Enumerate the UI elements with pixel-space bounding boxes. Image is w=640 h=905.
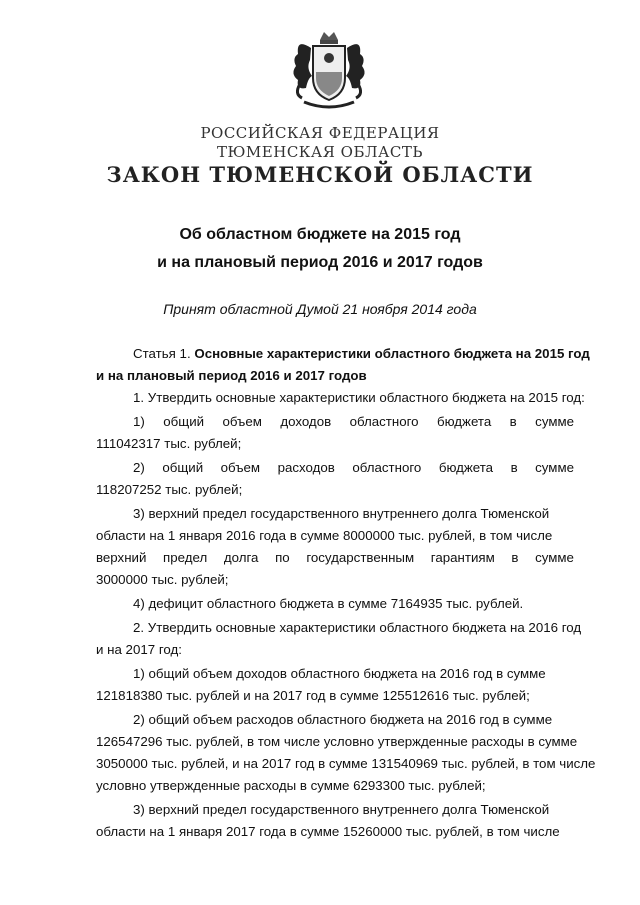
subitem-1-line-1: 1) общий объем доходов областного бюджета на 2016 год в сумме [133,666,546,681]
word: сумме [535,414,574,429]
word: областного [352,460,422,475]
word: по [275,550,290,565]
word: областного [349,414,419,429]
word: общий [163,414,205,429]
document-title-line-1: Об областном бюджете на 2015 год [179,226,461,243]
subitem-2-line-4: условно утвержденные расходы в сумме 6293300 тыс. рублей; [96,778,486,793]
item-2-line-1 [133,458,574,478]
item-1-line-2: 111042317 тыс. рублей; [96,436,242,451]
article-title-part-2: и на плановый период 2016 и 2017 годов [96,368,367,383]
word: в [510,460,518,475]
document-title-line-2: и на плановый период 2016 и 2017 годов [157,254,483,271]
word: общий [162,460,204,475]
subitem-2-line-3: 3050000 тыс. рублей, и на 2017 год в сумме 131540969 тыс. рублей, в том числе [96,756,596,771]
word: 1) [133,414,145,429]
paragraph-2-line-2: и на 2017 год: [96,642,182,657]
header-region: ТЮМЕНСКАЯ ОБЛАСТЬ [217,143,423,161]
paragraph-2-line-1: 2. Утвердить основные характеристики областного бюджета на 2016 год [133,620,582,635]
header-country: РОССИЙСКАЯ ФЕДЕРАЦИЯ [200,124,440,142]
subitem-1-line-2: 121818380 тыс. рублей и на 2017 год в сумме 125512616 тыс. рублей; [96,688,530,703]
item-3-line-3 [96,548,574,568]
subitem-2-line-1: 2) общий объем расходов областного бюджета на 2016 год в сумме [133,712,553,727]
word: сумме [535,460,574,475]
article-prefix: Статья 1. [133,346,191,361]
article-title-part-1: Основные характеристики областного бюджета на 2015 год [194,346,590,361]
word: государственным [306,550,415,565]
word: доходов [280,414,332,429]
item-3-line-2: области на 1 января 2016 года в сумме 8000000 тыс. рублей, в том числе [96,528,553,543]
word: гарантиям [430,550,495,565]
item-4: 4) дефицит областного бюджета в сумме 7164935 тыс. рублей. [133,596,524,611]
item-1-line-1 [133,412,574,432]
word: бюджета [437,414,492,429]
word: в [509,414,517,429]
word: верхний [96,550,147,565]
word: в [511,550,519,565]
adoption-note: Принят областной Думой 21 ноября 2014 года [163,301,477,317]
subitem-2-line-2: 126547296 тыс. рублей, в том числе условно утвержденные расходы в сумме [96,734,578,749]
word: сумме [535,550,574,565]
item-2-line-2: 118207252 тыс. рублей; [96,482,243,497]
header-law-title: ЗАКОН ТЮМЕНСКОЙ ОБЛАСТИ [106,162,534,187]
subitem-3-line-1: 3) верхний предел государственного внутреннего долга Тюменской [133,802,550,817]
word: бюджета [438,460,494,475]
word: объем [222,414,262,429]
word: долга [223,550,259,565]
word: 2) [133,460,145,475]
item-3-line-4: 3000000 тыс. рублей; [96,572,229,587]
paragraph-1-intro: 1. Утвердить основные характеристики областного бюджета на 2015 год: [133,390,585,405]
word: расходов [277,460,335,475]
item-3-line-1: 3) верхний предел государственного внутреннего долга Тюменской [133,506,550,521]
word: объем [220,460,261,475]
word: предел [163,550,208,565]
subitem-3-line-2: области на 1 января 2017 года в сумме 15260000 тыс. рублей, в том числе [96,824,560,839]
article-heading [133,344,611,364]
document-body [96,0,596,905]
